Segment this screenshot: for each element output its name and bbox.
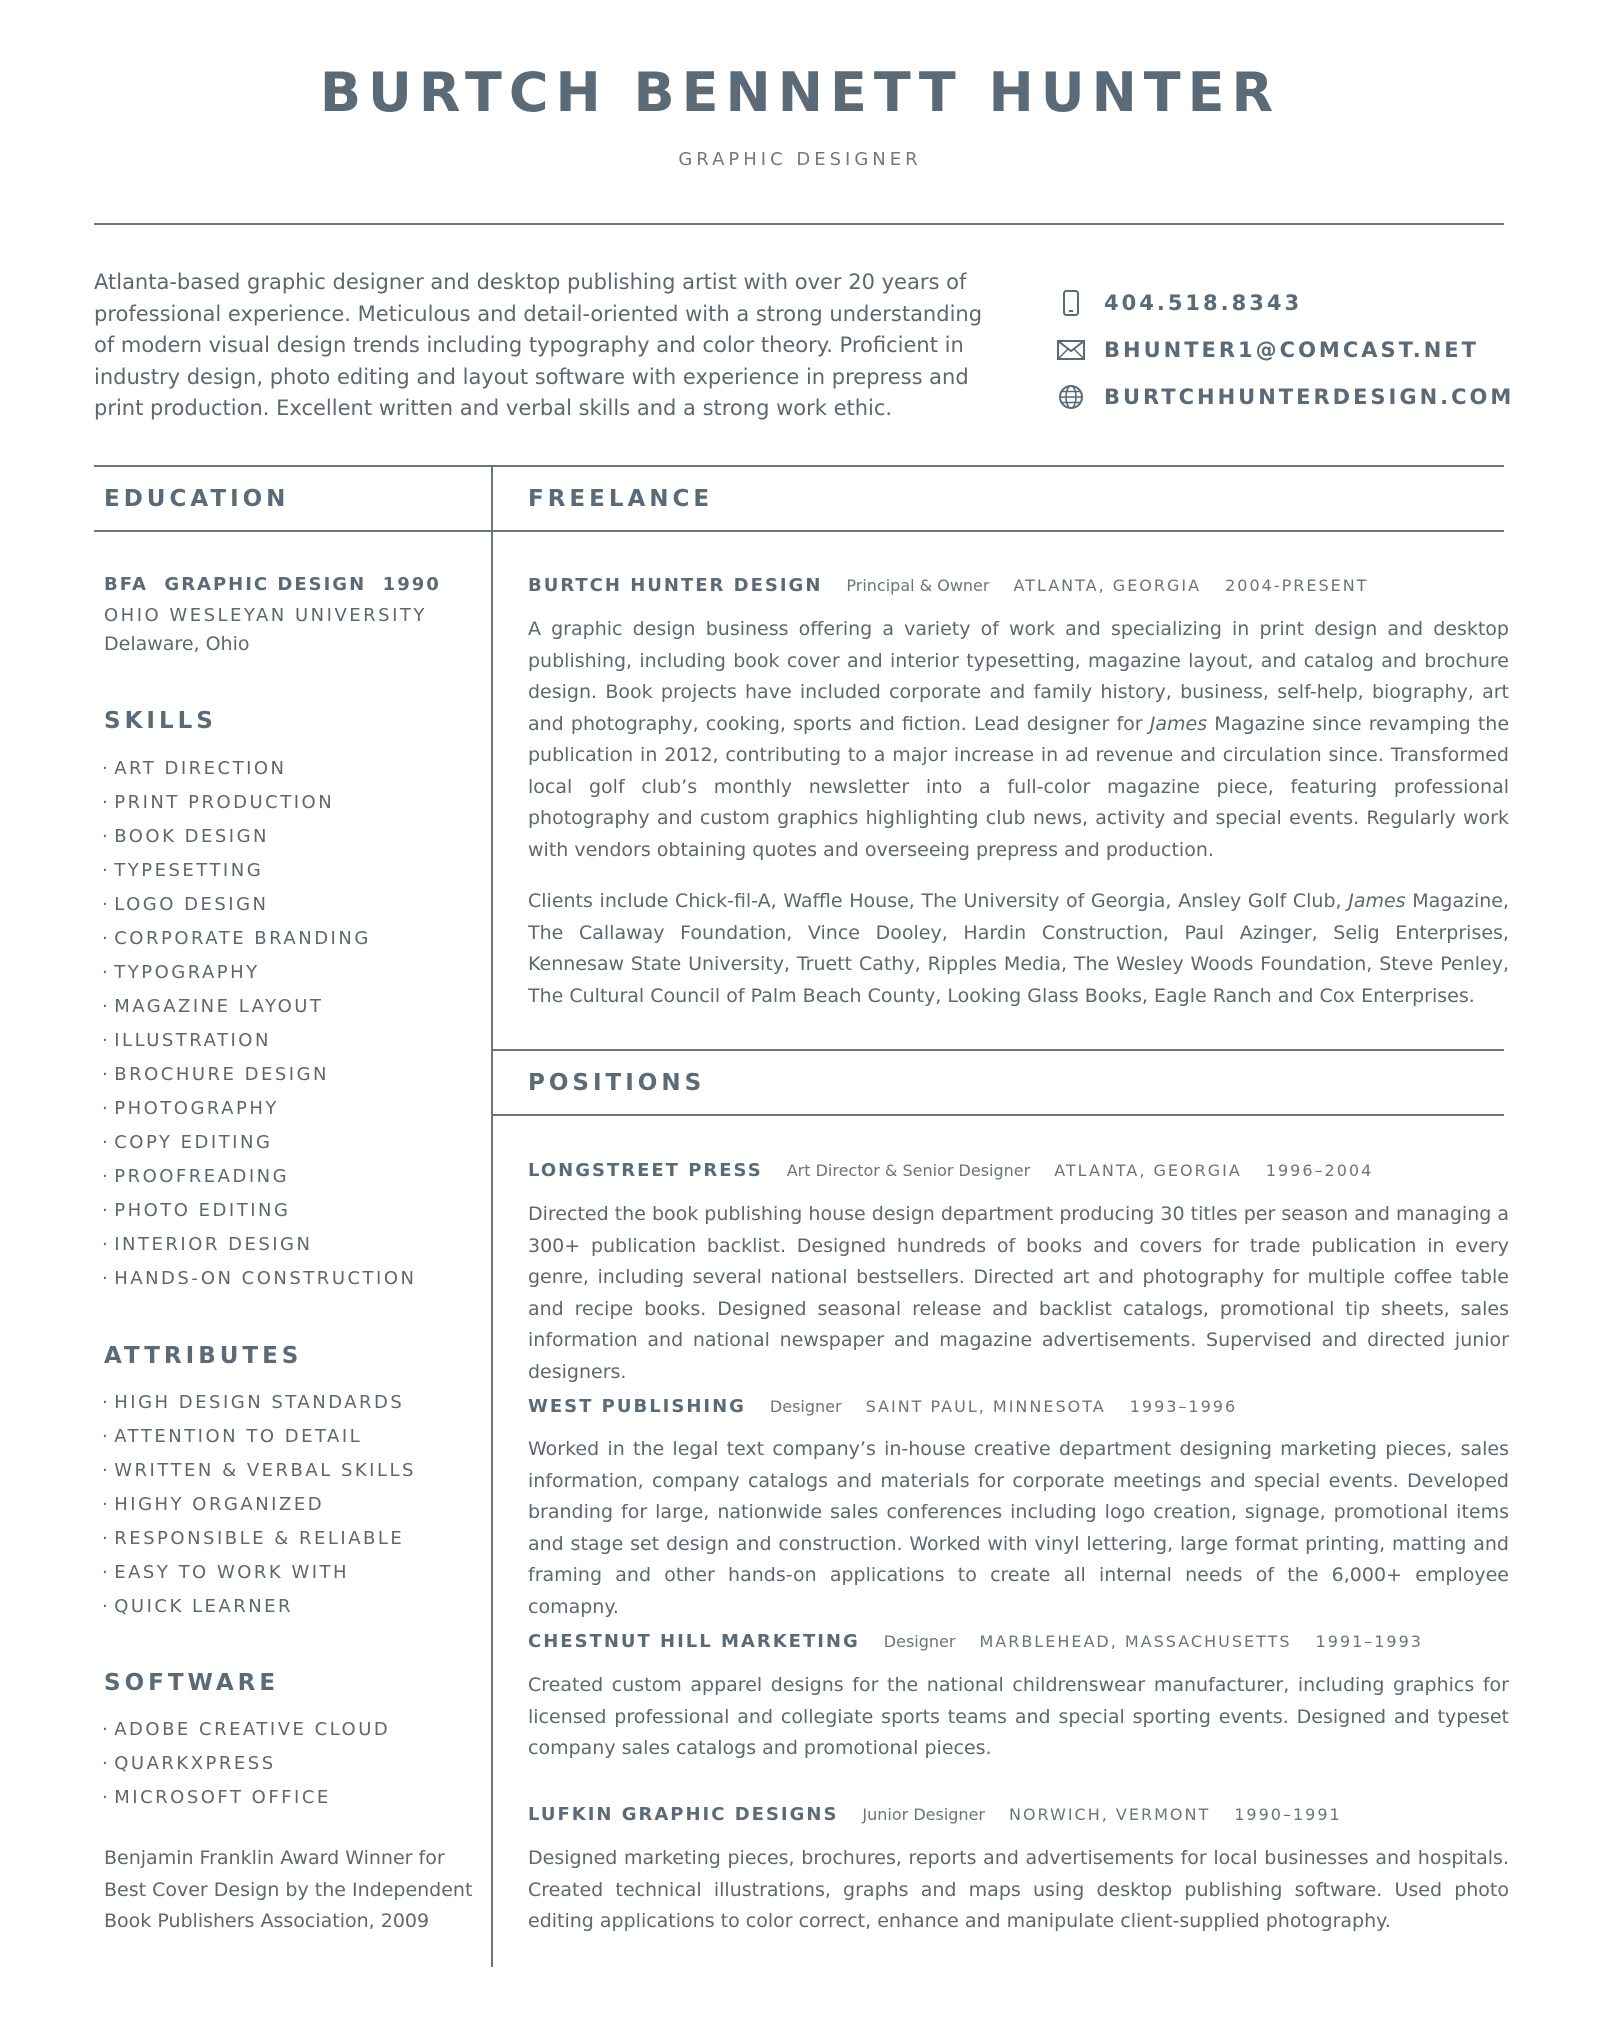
list-item: · COPY EDITING bbox=[102, 1126, 417, 1160]
resume-name: BURTCH BENNETT HUNTER bbox=[319, 61, 1281, 124]
contact-website bbox=[1056, 382, 1514, 412]
job-dates: 1991–1993 bbox=[1315, 1632, 1423, 1651]
website-link[interactable]: BURTCHHUNTERDESIGN.COM bbox=[1104, 385, 1515, 409]
freelance-heading: FREELANCE bbox=[528, 486, 714, 512]
software-list bbox=[102, 1713, 390, 1815]
positions-heading-divider bbox=[493, 1114, 1504, 1116]
job-dates: 1996–2004 bbox=[1265, 1161, 1374, 1180]
list-item: · PROOFREADING bbox=[102, 1160, 417, 1194]
position-description: Worked in the legal text company’s in-house creative department designing marketing pieces, sales information, company catalogs and materials for corporate meetings and special events. Developed branding for large, nationwide sales conferences including logo creation, signage, promotional items and stage set design and construction. Worked with vinyl lettering, large format printing, matting and framing and other hands-on applications to create all internal needs of the 6,000+ employee comapny. bbox=[528, 1438, 1509, 1618]
job-dates: 2004-PRESENT bbox=[1225, 576, 1369, 595]
envelope-icon bbox=[1056, 335, 1086, 365]
job-location: MARBLEHEAD, MASSACHUSETTS bbox=[979, 1632, 1292, 1651]
job-title: Principal & Owner bbox=[846, 576, 990, 595]
list-item: · PRINT PRODUCTION bbox=[102, 786, 417, 820]
education-location: Delaware, Ohio bbox=[104, 633, 250, 655]
list-item: · PHOTO EDITING bbox=[102, 1194, 417, 1228]
list-item: · ADOBE CREATIVE CLOUD bbox=[102, 1713, 390, 1747]
list-item: · HANDS-ON CONSTRUCTION bbox=[102, 1262, 417, 1296]
job-title: Designer bbox=[883, 1632, 956, 1651]
list-item: · QUARKXPRESS bbox=[102, 1747, 390, 1781]
list-item: · WRITTEN & VERBAL SKILLS bbox=[102, 1454, 416, 1488]
freelance-description: A graphic design business offering a variety of work and specializing in print design and desktop publishing, including book cover and interior typesetting, magazine layout, and catalog and brochure design. Book projects have included corporate and family history, business, self-help, biography, art and photography, cooking, sports and fiction. Lead designer for James Magazine since revamping the publication in 2012, contributing to a major increase in ad revenue and circulation since. Transformed local golf club’s monthly newsletter into a full-color magazine piece, featuring professional photography and custom graphics highlighting club news, activity and special events. Regularly work with vendors obtaining quotes and overseeing prepress and production. bbox=[528, 618, 1510, 861]
job-company: CHESTNUT HILL MARKETING bbox=[528, 1631, 860, 1652]
education-heading: EDUCATION bbox=[104, 486, 290, 512]
job-title: Designer bbox=[769, 1397, 842, 1416]
job-company: BURTCH HUNTER DESIGN bbox=[528, 575, 823, 596]
position-description: Designed marketing pieces, brochures, reports and advertisements for local businesses and hospitals. Created technical illustrations, graphs and maps using desktop publishing software. Used photo editing applications to color correct, enhance and manipulate client-supplied photography. bbox=[528, 1847, 1509, 1932]
education-degree: BFA GRAPHIC DESIGN 1990 bbox=[104, 574, 441, 595]
list-item: · BROCHURE DESIGN bbox=[102, 1058, 417, 1092]
position-description: Directed the book publishing house design department producing 30 titles per season and managing a 300+ publication backlist. Designed hundreds of books and covers for trade publication in every genre, including several national bestsellers. Directed art and photography for multiple coffee table and recipe books. Designed seasonal release and backlist catalogs, promotional tip sheets, sales information and national newspaper and magazine advertisements. Supervised and directed junior designers. bbox=[528, 1203, 1509, 1383]
list-item: · QUICK LEARNER bbox=[102, 1590, 416, 1624]
job-dates: 1993–1996 bbox=[1129, 1397, 1238, 1416]
freelance-job-header bbox=[528, 575, 1368, 596]
globe-icon bbox=[1056, 382, 1086, 412]
position-description: Created custom apparel designs for the national childrenswear manufacturer, including graphics for licensed professional and collegiate sports teams and special sporting events. Designed and typeset company sales catalogs and promotional pieces. bbox=[528, 1674, 1509, 1759]
job-company: WEST PUBLISHING bbox=[528, 1396, 746, 1417]
phone-number[interactable]: 404.518.8343 bbox=[1104, 291, 1303, 315]
freelance-clients: Clients include Chick-fil-A, Waffle House, The University of Georgia, Ansley Golf Club, James Magazine, The Callaway Foundation, Vince Dooley, Hardin Construction, Paul Azinger, Selig Enterprises, Kennesaw State University, Truett Cathy, Ripples Media, The Wesley Woods Foundation, Steve Penley, The Cultural Council of Palm Beach County, Looking Glass Books, Eagle Ranch and Cox Enterprises. bbox=[528, 890, 1509, 1007]
positions-heading: POSITIONS bbox=[528, 1070, 706, 1096]
job-location: ATLANTA, GEORGIA bbox=[1013, 576, 1202, 595]
summary: Atlanta-based graphic designer and desktop publishing artist with over 20 years of professional experience. Meticulous and detail-oriented with a strong understanding of modern visual design trends including typography and color theory. Proficient in industry design, photo editing and layout software with experience in prepress and print production. Excellent written and verbal skills and a strong work ethic. bbox=[94, 270, 983, 420]
list-item: · PHOTOGRAPHY bbox=[102, 1092, 417, 1126]
position-header bbox=[528, 1396, 1237, 1417]
job-title: Junior Designer bbox=[862, 1805, 985, 1824]
list-item: · ATTENTION TO DETAIL bbox=[102, 1420, 416, 1454]
list-item: · HIGH DESIGN STANDARDS bbox=[102, 1386, 416, 1420]
award-note: Benjamin Franklin Award Winner for Best Cover Design by the Independent Book Publishers Association, 2009 bbox=[104, 1847, 473, 1932]
list-item: · TYPESETTING bbox=[102, 854, 417, 888]
freelance-heading-divider bbox=[493, 530, 1504, 532]
skills-list bbox=[102, 752, 417, 1296]
education-school: OHIO WESLEYAN UNIVERSITY bbox=[104, 605, 427, 626]
list-item: · ART DIRECTION bbox=[102, 752, 417, 786]
job-company: LONGSTREET PRESS bbox=[528, 1160, 763, 1181]
attributes-list bbox=[102, 1386, 416, 1624]
grid-top-divider bbox=[94, 465, 1504, 467]
job-location: SAINT PAUL, MINNESOTA bbox=[865, 1397, 1106, 1416]
phone-icon bbox=[1056, 288, 1086, 318]
list-item: · BOOK DESIGN bbox=[102, 820, 417, 854]
position-header bbox=[528, 1804, 1342, 1825]
skills-heading: SKILLS bbox=[104, 708, 217, 734]
job-title: Art Director & Senior Designer bbox=[786, 1161, 1031, 1180]
list-item: · INTERIOR DESIGN bbox=[102, 1228, 417, 1262]
position-header bbox=[528, 1631, 1423, 1652]
positions-top-divider bbox=[493, 1049, 1504, 1051]
attributes-heading: ATTRIBUTES bbox=[104, 1343, 303, 1369]
list-item: · MICROSOFT OFFICE bbox=[102, 1781, 390, 1815]
email-link[interactable]: BHUNTER1@COMCAST.NET bbox=[1104, 338, 1479, 362]
list-item: · RESPONSIBLE & RELIABLE bbox=[102, 1522, 416, 1556]
list-item: · ILLUSTRATION bbox=[102, 1024, 417, 1058]
left-heading-divider bbox=[94, 530, 491, 532]
position-header bbox=[528, 1160, 1373, 1181]
list-item: · TYPOGRAPHY bbox=[102, 956, 417, 990]
list-item: · EASY TO WORK WITH bbox=[102, 1556, 416, 1590]
contact-phone bbox=[1056, 288, 1302, 318]
list-item: · LOGO DESIGN bbox=[102, 888, 417, 922]
job-location: ATLANTA, GEORGIA bbox=[1054, 1161, 1242, 1180]
resume-role: GRAPHIC DESIGNER bbox=[678, 149, 922, 170]
list-item: · MAGAZINE LAYOUT bbox=[102, 990, 417, 1024]
job-dates: 1990–1991 bbox=[1234, 1805, 1342, 1824]
list-item: · CORPORATE BRANDING bbox=[102, 922, 417, 956]
software-heading: SOFTWARE bbox=[104, 1670, 280, 1696]
job-company: LUFKIN GRAPHIC DESIGNS bbox=[528, 1804, 839, 1825]
contact-email bbox=[1056, 335, 1479, 365]
list-item: · HIGHY ORGANIZED bbox=[102, 1488, 416, 1522]
column-divider bbox=[491, 465, 493, 1967]
header-divider bbox=[94, 223, 1504, 225]
job-location: NORWICH, VERMONT bbox=[1008, 1805, 1211, 1824]
